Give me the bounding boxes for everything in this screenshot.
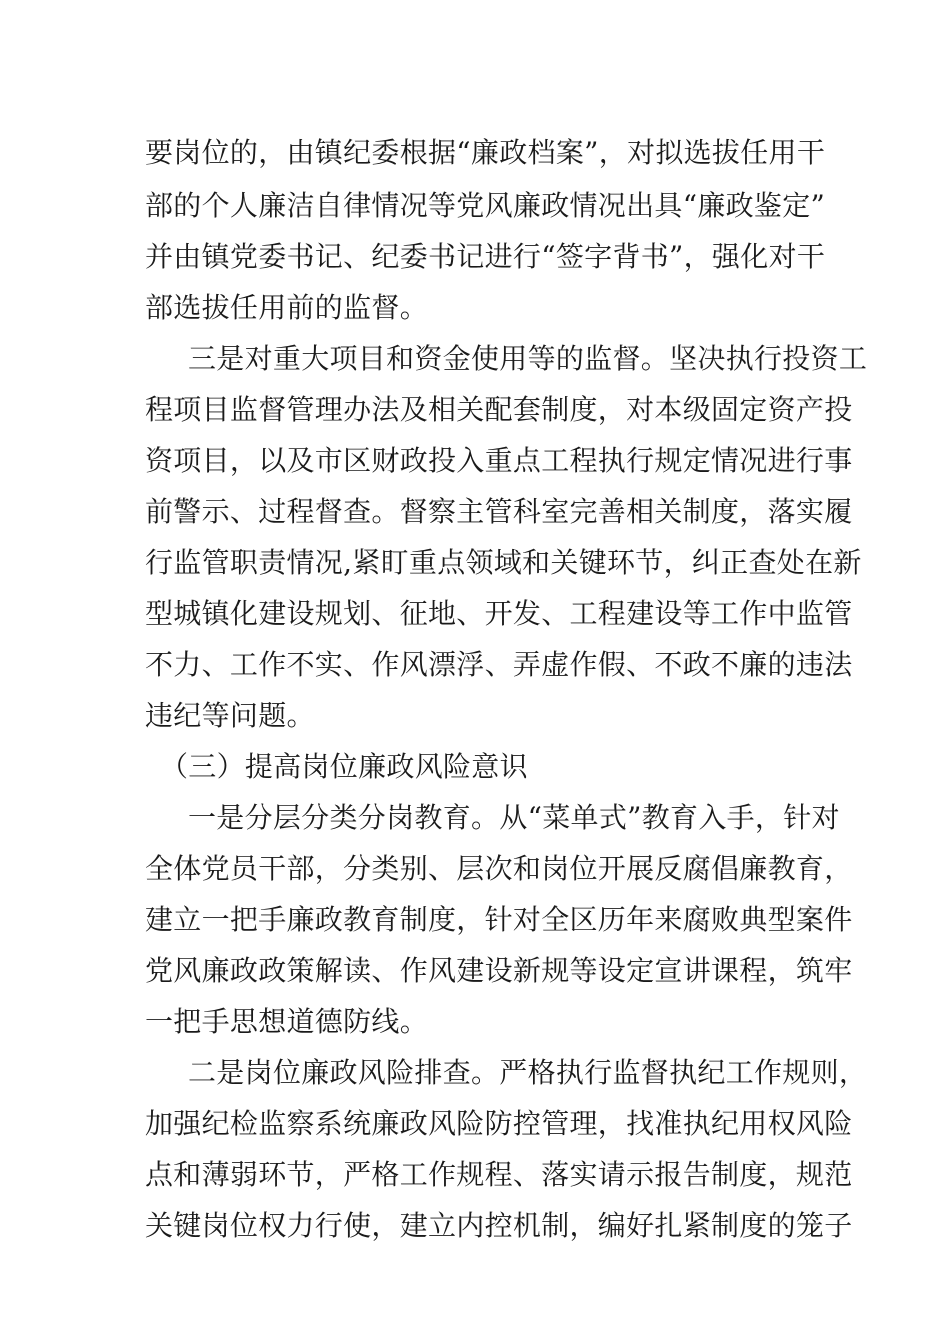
text-line: 并由镇党委书记、纪委书记进行“签字背书”，强化对干 [145, 240, 826, 273]
text-line: 一把手思想道德防线。 [145, 1005, 429, 1038]
paragraph-first-line: 二是岗位廉政风险排查。严格执行监督执纪工作规则， [188, 1056, 868, 1089]
text-line: 不力、工作不实、作风漂浮、弄虚作假、不政不廉的违法 [145, 648, 853, 681]
text-line: 要岗位的，由镇纪委根据“廉政档案”，对拟选拔任用干 [145, 136, 826, 169]
section-heading: （三）提高岗位廉政风险意识 [160, 750, 528, 783]
text-line: 关键岗位权力行使，建立内控机制，编好扎紧制度的笼子 [145, 1209, 853, 1242]
text-line: 违纪等问题。 [145, 699, 315, 732]
text-line: 部的个人廉洁自律情况等党风廉政情况出具“廉政鉴定” [145, 189, 826, 222]
text-line: 资项目，以及市区财政投入重点工程执行规定情况进行事 [145, 444, 853, 477]
text-line: 型城镇化建设规划、征地、开发、工程建设等工作中监管 [145, 597, 853, 630]
text-line: 党风廉政政策解读、作风建设新规等设定宣讲课程，筑牢 [145, 954, 853, 987]
text-line: 点和薄弱环节，严格工作规程、落实请示报告制度，规范 [145, 1158, 853, 1191]
text-line: 全体党员干部，分类别、层次和岗位开展反腐倡廉教育， [145, 852, 853, 885]
paragraph-first-line: 三是对重大项目和资金使用等的监督。坚决执行投资工 [188, 342, 868, 375]
text-line: 建立一把手廉政教育制度，针对全区历年来腐败典型案件 [145, 903, 853, 936]
text-line: 行监管职责情况,紧盯重点领域和关键环节，纠正查处在新 [145, 546, 862, 579]
text-line: 程项目监督管理办法及相关配套制度，对本级固定资产投 [145, 393, 853, 426]
text-line: 加强纪检监察系统廉政风险防控管理，找准执纪用权风险 [145, 1107, 853, 1140]
text-line: 前警示、过程督查。督察主管科室完善相关制度，落实履 [145, 495, 853, 528]
paragraph-first-line: 一是分层分类分岗教育。从“菜单式”教育入手，针对 [188, 801, 840, 834]
text-line: 部选拔任用前的监督。 [145, 291, 429, 324]
